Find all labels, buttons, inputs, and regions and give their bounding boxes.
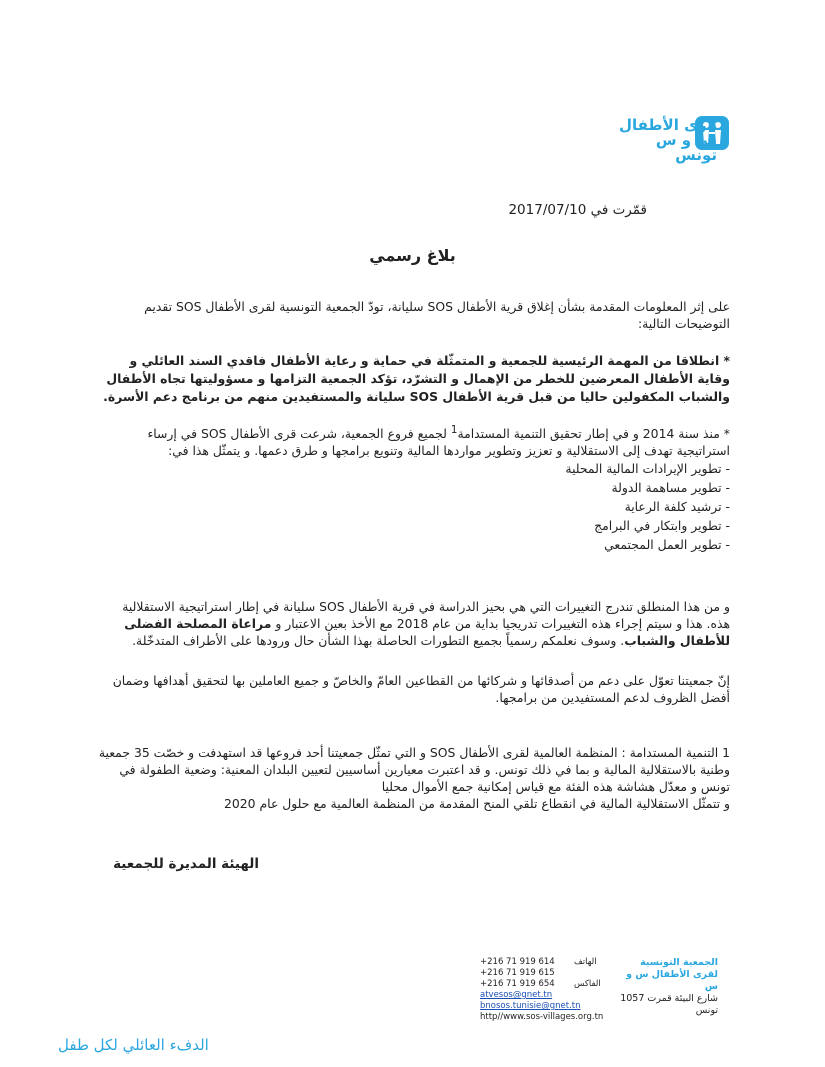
logo-line-1: قرى الأطفال [618, 116, 717, 134]
strategy-intro-rest: لجميع فروع الجمعية، شرعت قرى الأطفال SOS في إرساء استراتيجية تهدف إلى الاستقلالية و تعزيز وتطوير مواردها المالية وتنويع برامجها و طرق دعمها. و يتمثّل هذا في: [147, 426, 730, 459]
paragraph-intro: على إثر المعلومات المقدمة بشأن إغلاق قرية الأطفال SOS سليانة، تودّ الجمعية التونسية لقرى الأطفال SOS تقديم التوضيحات التالية: [144, 299, 730, 331]
signature: الهيئة المديرة للجمعية [113, 856, 259, 872]
changes-text-b: . وسوف نعلمكم رسمياً بجميع التطورات الحاصلة بهذا الشأن حال ورودها على الأطراف المتدخّلة. [132, 633, 625, 648]
list-item: - ترشيد كلفة الرعاية [624, 499, 730, 515]
paragraph-support: إنّ جمعيتنا تعوّل على دعم من أصدقائها و شركائها من القطاعين العامّ والخاصّ و جميع العاملين بها لتحقيق أهدافها وضمان أفضل الظروف لدعم المستفيدين من برامجها. [112, 673, 730, 705]
list-item: - تطوير وابتكار في البرامج [594, 518, 730, 534]
changes-text-bold: مراعاة المصلحة الفضلى للأطفال والشباب [124, 616, 730, 648]
strategy-list [96, 459, 730, 554]
footnote-text-1: 1 التنمية المستدامة : المنظمة العالمية لقرى الأطفال SOS و التي تمثّل جمعيتنا أحد فروعها قد استهدفت و خصّت 35 جمعية وطنية بالاستقلالية المالية و بما في ذلك تونس. و قد اعتبرت معيارين أساسيين لتعيين البلدان المعنية: وضعية الطفولة في تونس و معدّل هشاشة هذه الفئة مع قياس إمكانية جمع الأموال محليا [98, 745, 730, 794]
list-item: - تطوير مساهمة الدولة [611, 480, 730, 496]
slogan: الدفء العائلي لكل طفل [58, 1036, 209, 1054]
document-date: قمّرت في 2017/07/10 [508, 202, 647, 218]
footnote-ref: 1 [450, 424, 458, 436]
phone-label: الهاتف [574, 957, 597, 967]
changes-text-a: و من هذا المنطلق تندرج التغييرات التي هي بحيز الدراسة في قرية الأطفال SOS سليانة في إطار استراتيجية الاستقلالية هذه. هذا و سيتم إجراء هذه التغييرات تدريجيا بداية من عام 2018 مع الأخذ بعين الاعتبار و [122, 599, 730, 631]
phone-1: +216 71 919 614 [480, 957, 555, 967]
fax-label: الفاكس [574, 979, 601, 989]
email-link-1[interactable]: atvesos@gnet.tn [480, 990, 553, 1000]
org-name-line-2: لقرى الأطفال س و س [626, 969, 718, 992]
org-name-line-1: الجمعية التونسية [640, 957, 718, 968]
footnote-text-2: و تتمثّل الاستقلالية المالية في انقطاع تلقي المنح المقدمة من المنظمة العالمية مع حلول عام 2020 [224, 796, 730, 811]
logo-text [567, 118, 717, 163]
list-item: - تطوير الإيرادات المالية المحلية [565, 461, 730, 477]
street-address: شارع البيئة قمرت 1057 [620, 993, 718, 1004]
list-item: - تطوير العمل المجتمعي [604, 537, 730, 553]
strategy-intro: * منذ سنة 2014 و في إطار تحقيق التنمية المستدامة [457, 426, 730, 442]
fax-number: +216 71 919 654 [480, 979, 555, 989]
website-link[interactable]: http//www.sos-villages.org.tn [480, 1012, 604, 1022]
email-link-2[interactable]: bnosos.tunisie@gnet.tn [480, 1001, 581, 1011]
document-title: بلاغ رسمي [369, 246, 456, 265]
footnote [96, 744, 730, 812]
paragraph-strategy [96, 422, 730, 554]
city: تونس [695, 1005, 718, 1016]
paragraph-mission: * انطلاقا من المهمة الرئيسية للجمعية و المتمثّلة في حماية و رعاية الأطفال فاقدي السند العائلي و وقاية الأطفال المعرضين للخطر من الإهمال و التشرّد، تؤكد الجمعية التزامها و مسؤوليتها تجاه الأطفال والشباب المكفولين حاليا من قبل قرية الأطفال SOS سليانة والمستفيدين منهم من برنامج دعم الأسرة. [103, 353, 730, 404]
logo-line-3: تونس [675, 146, 717, 164]
logo-line-2: س و س [655, 131, 717, 149]
paragraph-changes [96, 598, 730, 649]
address-block [618, 957, 718, 1017]
phone-2: +216 71 919 615 [480, 968, 555, 978]
contact-block [480, 957, 604, 1023]
